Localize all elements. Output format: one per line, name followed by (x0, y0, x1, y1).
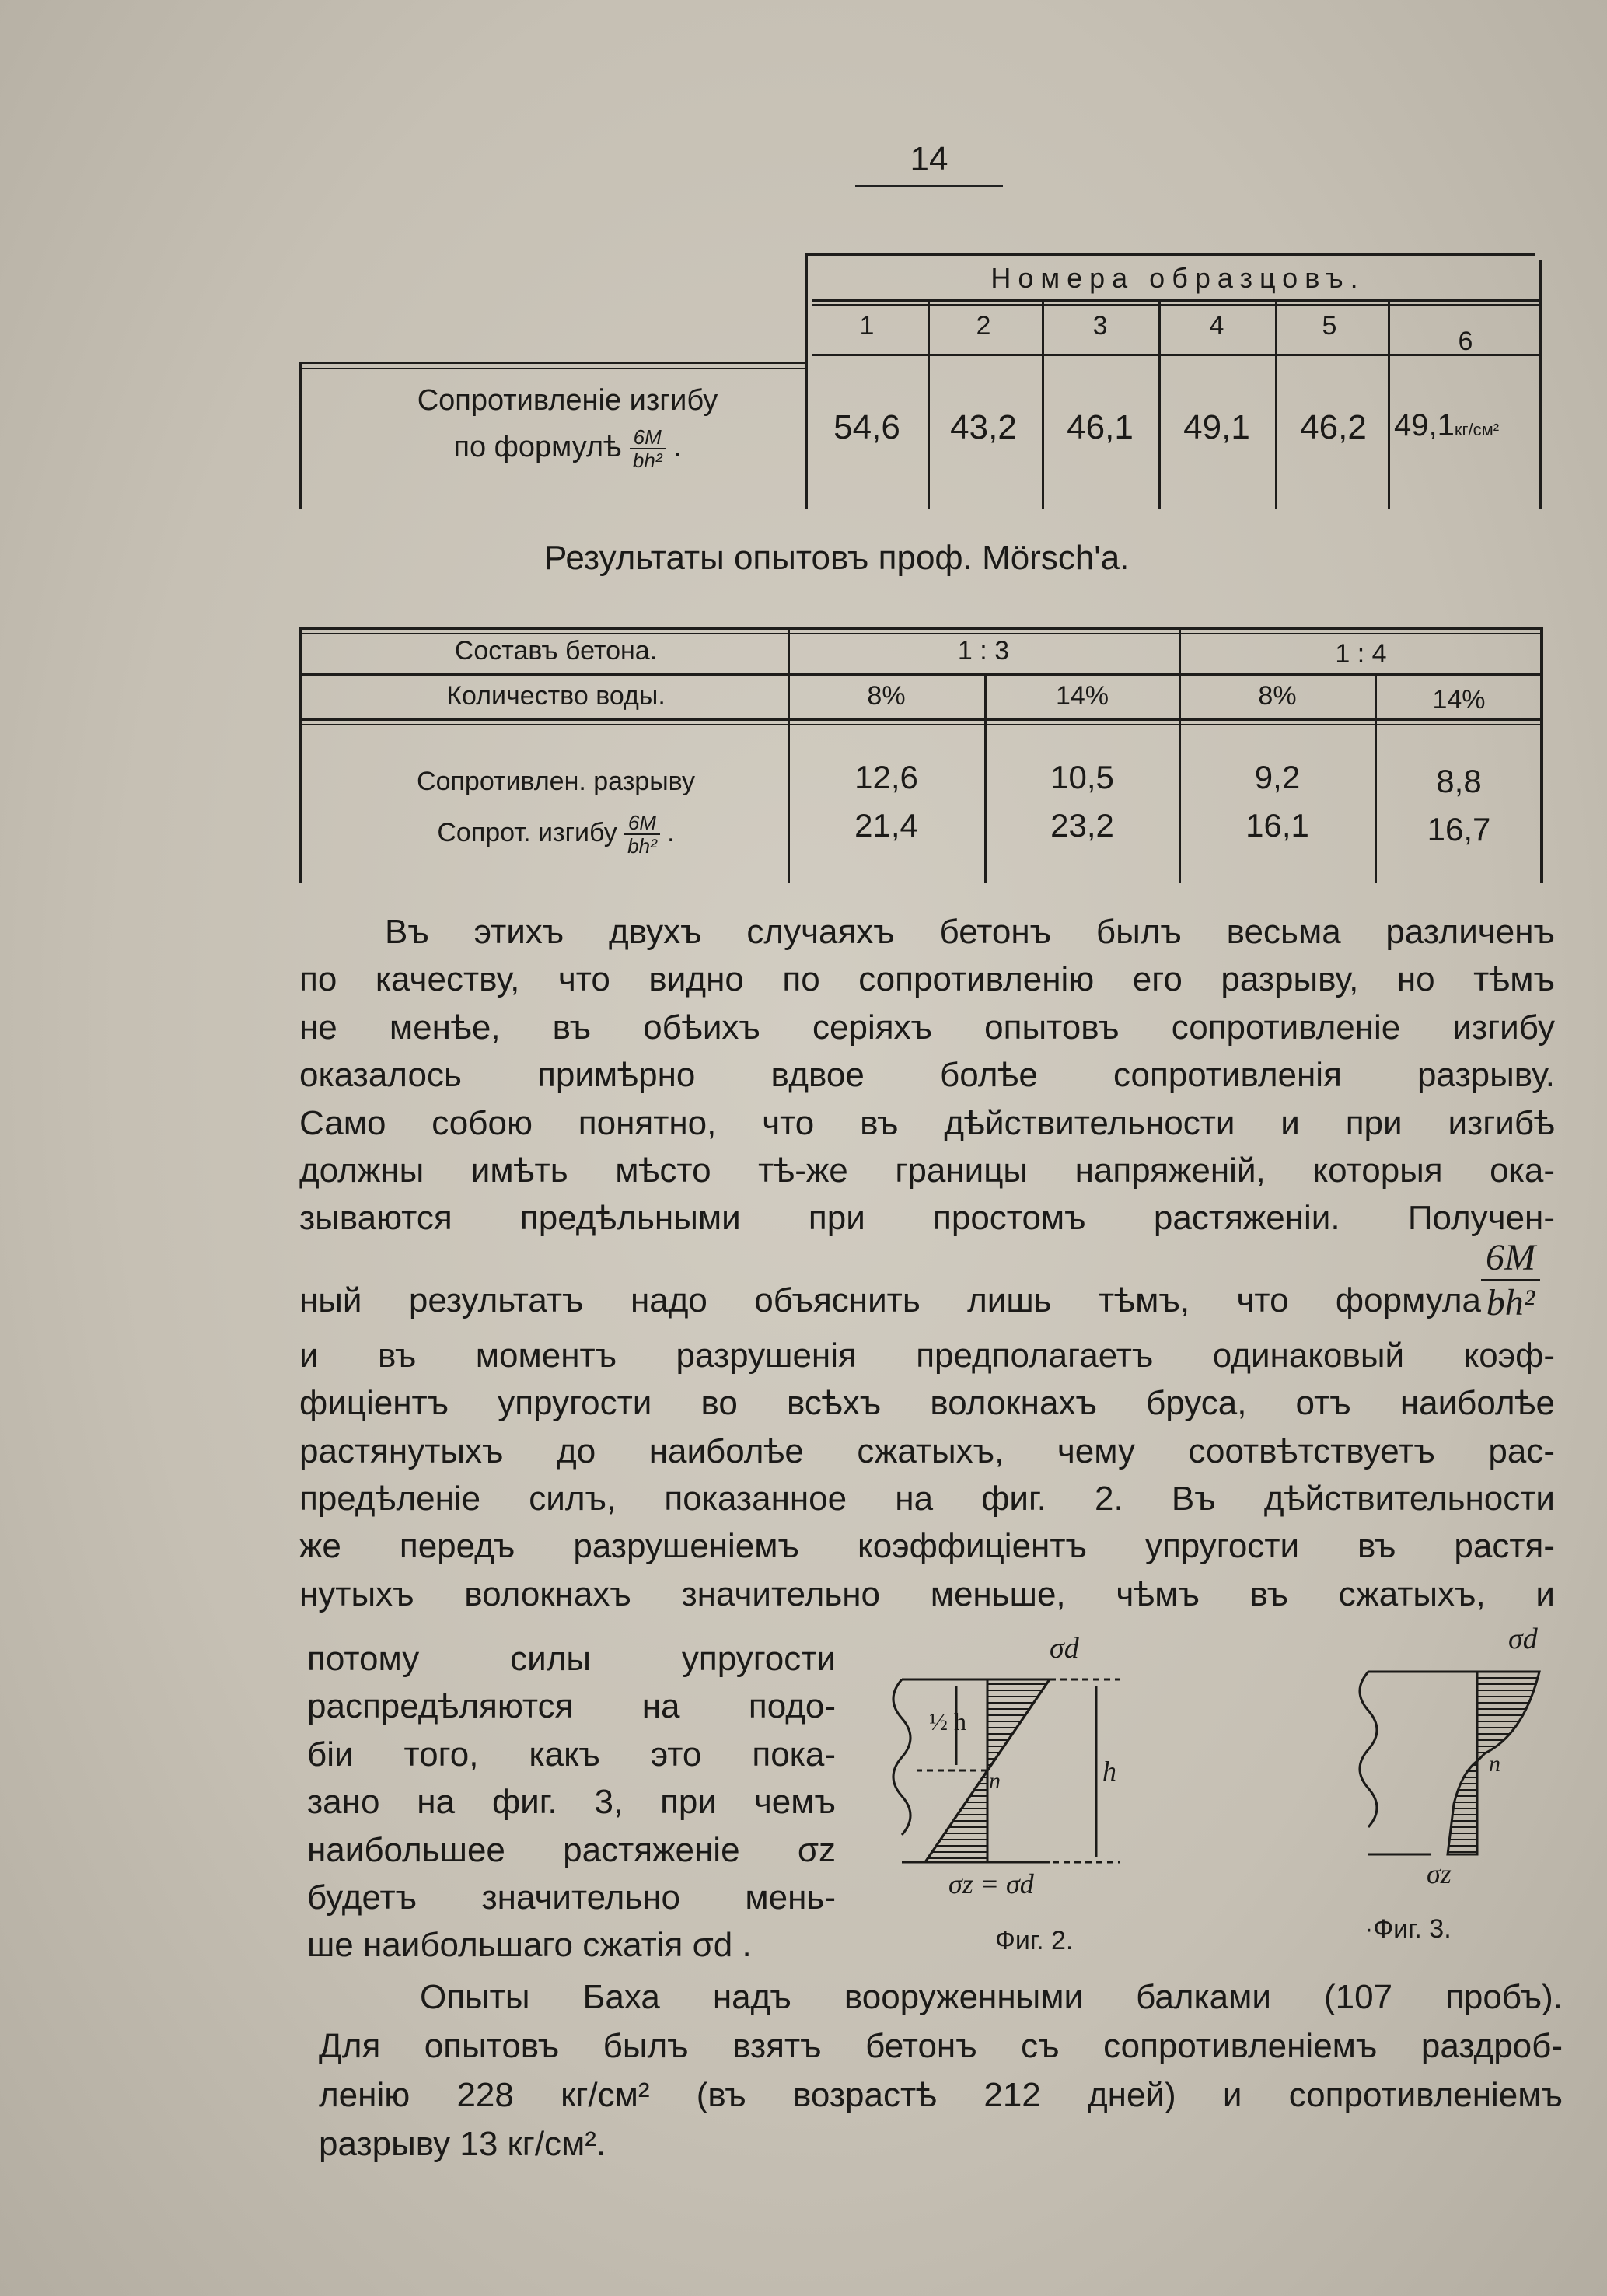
tension-label: Сопротивлен. разрыву (417, 767, 695, 796)
specimen-table (299, 253, 1543, 509)
paragraph-2 (319, 1973, 1563, 2168)
fig2-bottom-label: σz = σd (948, 1868, 1034, 1899)
tension-value: 10,5 (1050, 759, 1114, 795)
tension-value: 12,6 (854, 759, 918, 795)
inline-formula (1481, 1236, 1540, 1324)
concrete-mix-label: Составъ бетона. (454, 636, 658, 666)
formula (630, 426, 666, 471)
table1-header: Номера образцовъ. (990, 262, 1365, 294)
fig2-n-label: n (989, 1768, 1001, 1794)
fig3-bottom-label: σz (1427, 1858, 1452, 1889)
fig3-tension-area (1448, 1761, 1477, 1854)
results-heading: Результаты опытовъ проф. Mörsch'a. (544, 539, 1130, 577)
figure3-caption: ·Фиг. 3. (1364, 1914, 1452, 1944)
mix-a: 1 : 3 (957, 636, 1010, 666)
water-value: 14% (1055, 681, 1109, 711)
side-line: ше наибольшаго сжатія σd . (307, 1926, 752, 1965)
stress-figures (871, 1625, 1570, 1952)
water-label: Количество воды. (446, 681, 666, 711)
table1-row-label (315, 377, 820, 471)
figure-2 (893, 1679, 1120, 1862)
table1-col: 1 (859, 311, 875, 341)
table1-value: 43,2 (950, 408, 1017, 446)
row-label-line2: по формулѣ $\frac{6M}{\text{bh²}}$ . (453, 425, 682, 472)
formula-den: bh² (632, 448, 662, 472)
para1-line: не менѣе, въ обѣихъ серіяхъ опытовъ сопротивленіе изгибу (299, 1008, 1555, 1047)
para1-line: ный результатъ надо объяснить лишь тѣмъ, что формула (299, 1281, 1481, 1319)
figure-3 (1360, 1672, 1539, 1854)
table1-value-last (1388, 408, 1549, 443)
table1-col: 2 (976, 311, 991, 341)
mix-b: 1 : 4 (1335, 639, 1387, 669)
para1-line: нутыхъ волокнахъ значительно меньше, чѣмъ въ сжатыхъ, и (299, 1574, 1555, 1613)
table1-value: 54,6 (833, 408, 900, 446)
para2-line: разрыву 13 кг/см². (319, 2125, 606, 2163)
page-number: 14 (855, 140, 1003, 187)
table1-value: 46,1 (1067, 408, 1134, 446)
table1-value: 49,1 (1183, 408, 1250, 446)
fig3-top-label: σd (1508, 1625, 1538, 1655)
para2-line: Для опытовъ былъ взятъ бетонъ съ сопротивленіемъ раздроб- (319, 2027, 1563, 2065)
formula-num: 6M (1481, 1236, 1540, 1281)
side-line: зано на фиг. 3, при чемъ (307, 1783, 836, 1822)
para1-line: оказалось примѣрно вдвое болѣе сопротивленія разрыву. (299, 1056, 1555, 1095)
table1-col: 6 (1458, 327, 1473, 356)
fig3-n-label: n (1489, 1751, 1500, 1777)
morsch-table (299, 627, 1543, 883)
tension-value: 8,8 (1436, 763, 1482, 799)
row-label-text: по формулѣ (453, 431, 622, 463)
para1-line: растянутыхъ до наиболѣе сжатыхъ, чему соотвѣтствуетъ рас- (299, 1431, 1555, 1470)
para1-line: предѣленіе силъ, показанное на фиг. 2. Въ дѣйствительности (299, 1480, 1555, 1518)
figure-side-text (307, 1635, 836, 1969)
fig3-wavy-edge (1360, 1672, 1377, 1827)
para1-line-with-formula (299, 1242, 1481, 1332)
para1-line: Само собою понятно, что въ дѣйствительности и при изгибѣ (299, 1103, 1555, 1142)
paragraph-1 (299, 908, 1555, 1618)
para1-line: по качеству, что видно по сопротивленію его разрыву, но тѣмъ (299, 960, 1555, 999)
table1-value: 46,2 (1300, 408, 1367, 446)
tension-value: 9,2 (1254, 759, 1301, 795)
fig2-top-label: σd (1050, 1632, 1079, 1665)
formula-num: 6M (630, 426, 666, 449)
value-6: 49,1 (1394, 408, 1455, 442)
fig2-wavy-edge (893, 1679, 910, 1835)
side-line: біи того, какъ это пока- (307, 1735, 836, 1774)
para1-line: Въ этихъ двухъ случаяхъ бетонъ былъ весьма различенъ (385, 913, 1555, 951)
table1-col: 3 (1092, 311, 1108, 341)
fig2-h-label: h (1102, 1756, 1116, 1787)
bending-text: Сопрот. изгибу (437, 817, 617, 847)
side-line: наибольшее растяженіе σz (307, 1830, 836, 1869)
bending-label: Сопрот. изгибу $\frac{6M}{\text{bh²}}$ . (437, 811, 675, 858)
formula-den: bh² (1486, 1282, 1535, 1323)
side-line: будетъ значительно мень- (307, 1878, 836, 1917)
bending-value: 16,7 (1427, 811, 1491, 847)
para1-line: и въ моментъ разрушенія предполагаетъ одинаковый коэф- (299, 1336, 1555, 1375)
fig2-halfh-label: ½ h (929, 1707, 966, 1735)
water-value: 8% (867, 681, 906, 711)
para1-line: же передъ разрушеніемъ коэффиціентъ упругости въ растя- (299, 1527, 1555, 1566)
side-line: потому силы упругости (307, 1640, 836, 1678)
water-value: 8% (1258, 681, 1297, 711)
formula-den: bh² (627, 834, 657, 858)
side-line: распредѣляются на подо- (307, 1687, 836, 1726)
formula-num: 6M (624, 812, 660, 835)
figure2-caption: Фиг. 2. (995, 1926, 1074, 1955)
unit: кг/см² (1454, 420, 1500, 439)
para2-line: ленію 228 кг/см² (въ возрастѣ 212 дней) и сопротивленіемъ (319, 2076, 1563, 2114)
bending-value: 21,4 (854, 807, 918, 844)
fig3-compression-area (1477, 1672, 1539, 1761)
water-value: 14% (1432, 685, 1486, 715)
formula (624, 812, 660, 857)
para1-line: фиціентъ упругости во всѣхъ волокнахъ бруса, отъ наиболѣе (299, 1384, 1555, 1423)
row-label-line1: Сопротивленіе изгибу (417, 384, 718, 417)
para1-line: должны имѣть мѣсто тѣ-же границы напряженій, которыя ока- (299, 1151, 1555, 1190)
bending-value: 23,2 (1050, 807, 1114, 844)
bending-value: 16,1 (1245, 807, 1309, 844)
table1-col: 5 (1322, 311, 1337, 341)
table1-col: 4 (1209, 311, 1224, 341)
para2-line: Опыты Баха надъ вооруженными балками (107 пробъ). (420, 1978, 1563, 2016)
para1-line: зываются предѣльными при простомъ растяженіи. Получен- (299, 1199, 1555, 1238)
